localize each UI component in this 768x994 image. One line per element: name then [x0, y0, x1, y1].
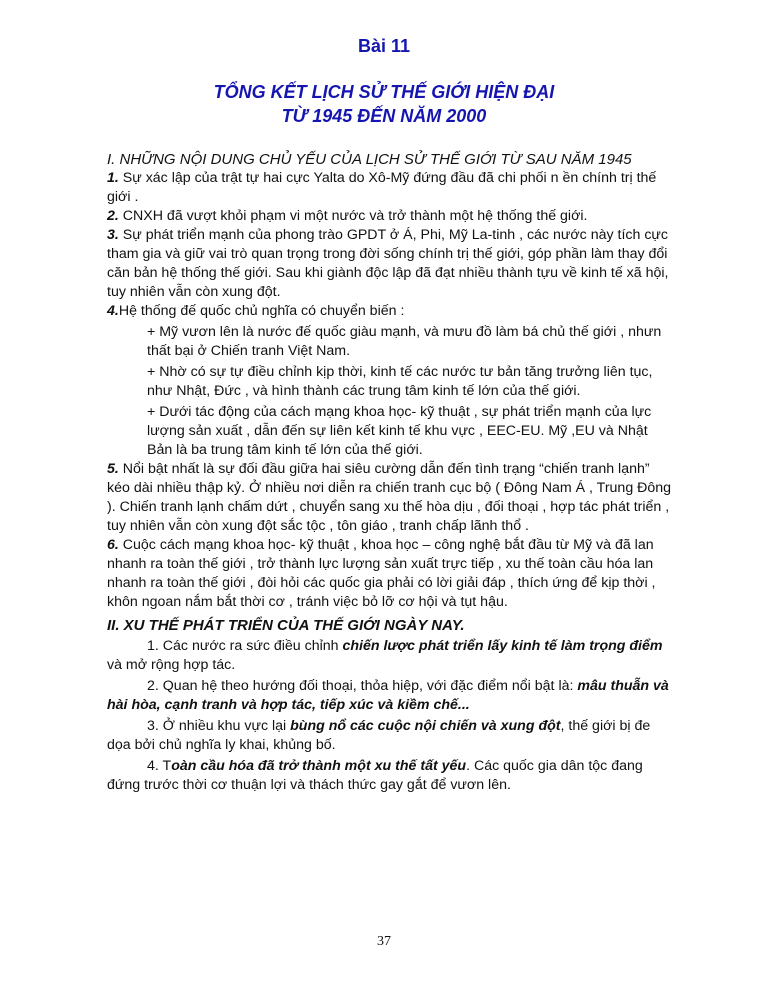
lesson-number: Bài 11 [357, 36, 411, 56]
paragraph-6-text: Cuộc cách mạng khoa học- kỹ thuật , khoa học – công nghệ bắt đầu từ Mỹ và đã lan nhanh ra toàn thế giới , trở thành lực lượng sản xuất trực tiếp , xu thế toàn cầu hóa lan nhanh ra toàn thế giới , đòi hỏi các quốc gia phải có lời giải đáp , thích ứng để kịp thời , khôn ngoan nắm bắt thời cơ , tránh việc bỏ lỡ cơ hội và tụt hậu. [107, 537, 656, 610]
trend-item-2-lead: 2. Quan hệ theo hướng đối thoại, thỏa hiệp, với đặc điểm nổi bật là: [147, 678, 578, 694]
paragraph-1-number: 1. [107, 170, 119, 186]
paragraph-2 [107, 207, 673, 226]
trend-item-4-lead: 4. T [147, 758, 172, 774]
paragraph-1 [107, 169, 673, 207]
paragraph-4-sub-3: + Dưới tác động của cách mạng khoa học- kỹ thuật , sự phát triển mạnh của lực lượng sản xuất , dẫn đến sự liên kết kinh tế khu vực , EEC-EU. Mỹ ,EU và Nhật Bản là ba trung tâm kinh tế lớn của thế giới. [147, 404, 652, 458]
trend-item-2-emphasis: mâu thuẫn và hài hòa, cạnh tranh và hợp tác, tiếp xúc và kiềm chế... [107, 678, 669, 713]
paragraph-4-number: 4. [107, 303, 119, 319]
trend-item-3-lead: 3. Ở nhiều khu vực lại [147, 718, 291, 734]
main-content [107, 150, 673, 795]
section-1-heading: I. NHỮNG NỘI DUNG CHỦ YẾU CỦA LỊCH SỬ THẾ GIỚI TỪ SAU NĂM 1945 [107, 151, 632, 168]
paragraph-3-text: Sự phát triển mạnh của phong trào GPDT ở Á, Phi, Mỹ La-tinh , các nước này tích cực tham gia và giữ vai trò quan trọng trong đời sống chính trị thế giới, góp phần làm thay đổi căn bản hệ thống thế giới. Sau khi giành độc lập đã đạt nhiều thành tựu về kinh tế xã hội, tuy nhiên vẫn còn xung đột. [107, 227, 669, 300]
page-title [0, 80, 768, 128]
paragraph-5-text: Nổi bật nhất là sự đối đầu giữa hai siêu cường dẫn đến tình trạng “chiến tranh lạnh” kéo dài nhiều thập kỷ. Ở nhiều nơi diễn ra chiến tranh cục bộ ( Đông Nam Á , Trung Đông ). Chiến tranh lạnh chấm dứt , chuyển sang xu thế hòa dịu , đối thoại , hợp tác phát triển , tuy nhiên vẫn còn xung đột sắc tộc , tôn giáo , tranh chấp lãnh thổ . [107, 461, 672, 534]
trend-item-4 [107, 757, 673, 795]
paragraph-2-number: 2. [107, 208, 119, 224]
paragraph-6 [107, 536, 673, 612]
trend-item-3-tail: , thế giới bị đe dọa bởi chủ nghĩa ly khai, khủng bố. [107, 718, 651, 753]
section-2-heading: II. XU THẾ PHÁT TRIỂN CỦA THẾ GIỚI NGÀY NAY. [107, 617, 465, 634]
paragraph-1-text: Sự xác lập của trật tự hai cực Yalta do Xô-Mỹ đứng đầu đã chi phối n ền chính trị thế giới . [107, 170, 657, 205]
paragraph-4 [107, 302, 673, 321]
title-line-2: TỪ 1945 ĐẾN NĂM 2000 [281, 106, 487, 126]
trend-item-3 [107, 717, 673, 755]
title-line-1: TỔNG KẾT LỊCH SỬ THẾ GIỚI HIỆN ĐẠI [213, 82, 555, 102]
trend-item-1-emphasis: chiến lược phát triển lấy kinh tế làm trọng điểm [342, 638, 663, 654]
paragraph-4-text: Hệ thống đế quốc chủ nghĩa có chuyển biến : [118, 303, 405, 319]
paragraph-3-number: 3. [107, 227, 119, 243]
trend-item-4-tail: . Các quốc gia dân tộc đang đứng trước thời cơ thuận lợi và thách thức gay gắt để vươn lên. [107, 758, 643, 793]
paragraph-6-number: 6. [107, 537, 119, 553]
paragraph-2-text: CNXH đã vượt khỏi phạm vi một nước và trở thành một hệ thống thế giới. [118, 208, 588, 224]
paragraph-5-number: 5. [107, 461, 119, 477]
trend-item-2 [107, 677, 673, 715]
trend-item-4-emphasis: oàn cầu hóa đã trở thành một xu thế tất yếu [171, 758, 467, 774]
trend-item-1-tail: và mở rộng hợp tác. [107, 657, 236, 673]
trend-item-1 [107, 637, 673, 675]
paragraph-4-sub-1: + Mỹ vươn lên là nước đế quốc giàu mạnh, và mưu đồ làm bá chủ thế giới , nhưn thất bại ở Chiến tranh Việt Nam. [147, 324, 662, 359]
page-number: 37 [377, 934, 391, 949]
paragraph-4-sub-2: + Nhờ có sự tự điều chỉnh kịp thời, kinh tế các nước tư bản tăng trưởng liên tục, như Nhật, Đức , và hình thành các trung tâm kinh tế lớn của thế giới. [147, 364, 653, 399]
trend-item-3-emphasis: bùng nổ các cuộc nội chiến và xung đột [290, 718, 561, 734]
trend-item-1-lead: 1. Các nước ra sức điều chỉnh [147, 638, 343, 654]
paragraph-5 [107, 460, 673, 536]
paragraph-3 [107, 226, 673, 302]
